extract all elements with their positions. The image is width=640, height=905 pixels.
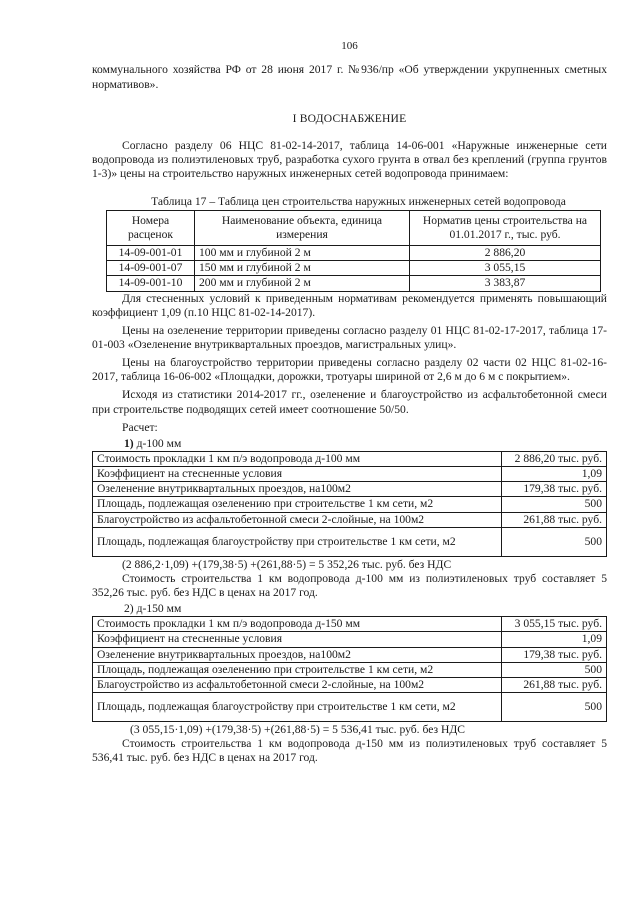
table-row xyxy=(93,677,607,692)
calc-1-number: 1) xyxy=(124,436,134,450)
calc-2-formula: (3 055,15·1,09) +(179,38·5) +(261,88·5) = 5 536,41 тыс. руб. без НДС xyxy=(130,723,465,736)
table-row xyxy=(93,632,607,647)
column-header: Наименование объекта, единица измерения xyxy=(195,211,410,246)
table-row xyxy=(93,527,607,556)
calc-2-label: д-150 мм xyxy=(136,602,182,616)
calc-2-heading xyxy=(124,602,607,616)
object-name: 200 мм и глубиной 2 м xyxy=(195,276,410,291)
paragraph-1: Согласно разделу 06 НЦС 81-02-14-2017, таблица 14-06-001 «Наружные инженерные сети водопровода из полиэтиленовых труб, разработка сухого грунта в отвал без креплений (группа грунтов 1-3)» цены на строительство наружных инженерных сетей водопровода принимаем: xyxy=(92,138,607,181)
table-row xyxy=(93,647,607,662)
calc-item-name: Площадь, подлежащая озеленению при строительстве 1 км сети, м2 xyxy=(93,497,502,512)
table-17 xyxy=(106,210,601,291)
intro-text: коммунального хозяйства РФ от 28 июня 2017 г. №936/пр «Об утверждении укрупненных сметных нормативов». xyxy=(92,63,607,91)
price-value: 2 886,20 xyxy=(410,246,601,261)
table-row xyxy=(93,497,607,512)
calc-1-label: д-100 мм xyxy=(136,436,182,450)
price-value: 3 055,15 xyxy=(410,261,601,276)
page-number: 106 xyxy=(341,40,358,52)
object-name: 150 мм и глубиной 2 м xyxy=(195,261,410,276)
calc-item-name: Площадь, подлежащая благоустройству при строительстве 1 км сети, м2 xyxy=(93,693,502,722)
calc-1-table xyxy=(92,451,607,557)
calc-item-value: 179,38 тыс. руб. xyxy=(502,647,607,662)
calc-item-name: Благоустройство из асфальтобетонной смеси 2-слойные, на 100м2 xyxy=(93,677,502,692)
document-page xyxy=(92,40,607,765)
calc-item-name: Озеленение внутриквартальных проездов, на100м2 xyxy=(93,482,502,497)
table-row xyxy=(93,512,607,527)
calc-item-value: 1,09 xyxy=(502,632,607,647)
calc-2-number: 2) xyxy=(124,602,134,616)
calc-label: Расчет: xyxy=(122,420,158,434)
calc-item-name: Площадь, подлежащая озеленению при строительстве 1 км сети, м2 xyxy=(93,662,502,677)
calc-item-value: 261,88 тыс. руб. xyxy=(502,677,607,692)
calc-item-value: 2 886,20 тыс. руб. xyxy=(502,452,607,467)
rate-code: 14-09-001-10 xyxy=(107,276,195,291)
calc-2-table xyxy=(92,616,607,722)
calc-2-result: Стоимость строительства 1 км водопровода д-150 мм из полиэтиленовых труб составляет 5 536,41 тыс. руб. без НДС в ценах на 2017 год. xyxy=(92,737,607,765)
table-row xyxy=(107,276,601,291)
paragraph-4: Цены на благоустройство территории приведены согласно разделу 02 части 02 НЦС 81-02-16-2017, таблица 16-06-002 «Площадки, дорожки, тротуары шириной от 2,6 м до 6 м с покрытием». xyxy=(92,356,607,384)
calc-item-name: Стоимость прокладки 1 км п/э водопровода д-150 мм xyxy=(93,617,502,632)
calc-item-value: 500 xyxy=(502,527,607,556)
calc-1-result: Стоимость строительства 1 км водопровода д-100 мм из полиэтиленовых труб составляет 5 352,26 тыс. руб. без НДС в ценах на 2017 год. xyxy=(92,571,607,600)
calc-item-value: 179,38 тыс. руб. xyxy=(502,482,607,497)
column-header: Норматив цены строительства на 01.01.2017 г., тыс. руб. xyxy=(410,211,601,246)
section-title: I ВОДОСНАБЖЕНИЕ xyxy=(292,111,407,125)
table-row xyxy=(93,617,607,632)
calc-item-name: Озеленение внутриквартальных проездов, на100м2 xyxy=(93,647,502,662)
table-header-row xyxy=(107,211,601,246)
table-17-caption: Таблица 17 – Таблица цен строительства наружных инженерных сетей водопровода xyxy=(151,195,566,209)
calc-item-name: Коэффициент на стесненные условия xyxy=(93,632,502,647)
price-value: 3 383,87 xyxy=(410,276,601,291)
calc-1-heading xyxy=(124,437,607,451)
table-row xyxy=(93,662,607,677)
calc-item-value: 500 xyxy=(502,662,607,677)
calc-item-name: Благоустройство из асфальтобетонной смеси 2-слойные, на 100м2 xyxy=(93,512,502,527)
table-row xyxy=(107,246,601,261)
calc-item-value: 500 xyxy=(502,693,607,722)
paragraph-2: Для стесненных условий к приведенным нормативам рекомендуется применять повышающий коэффициент 1,09 (п.10 НЦС 81-02-14-2017). xyxy=(92,291,607,319)
calc-1-formula: (2 886,2·1,09) +(179,38·5) +(261,88·5) = 5 352,26 тыс. руб. без НДС xyxy=(122,557,452,571)
calc-item-value: 1,09 xyxy=(502,467,607,482)
table-row xyxy=(93,452,607,467)
table-row xyxy=(93,693,607,722)
paragraph-3: Цены на озеленение территории приведены согласно разделу 01 НЦС 81-02-17-2017, таблица 17-01-003 «Озеленение внутриквартальных проездов, магистральных улиц». xyxy=(92,323,607,352)
column-header: Номера расценок xyxy=(107,211,195,246)
calc-item-value: 261,88 тыс. руб. xyxy=(502,512,607,527)
table-row xyxy=(93,482,607,497)
paragraph-5: Исходя из статистики 2014-2017 гг., озеленение и благоустройство из асфальтобетонной смеси при строительстве подводящих сетей имеет соотношение 50/50. xyxy=(92,388,607,416)
table-row xyxy=(93,467,607,482)
calc-item-value: 500 xyxy=(502,497,607,512)
table-row xyxy=(107,261,601,276)
calc-item-name: Стоимость прокладки 1 км п/э водопровода д-100 мм xyxy=(93,452,502,467)
calc-item-name: Коэффициент на стесненные условия xyxy=(93,467,502,482)
calc-item-name: Площадь, подлежащая благоустройству при строительстве 1 км сети, м2 xyxy=(93,527,502,556)
object-name: 100 мм и глубиной 2 м xyxy=(195,246,410,261)
rate-code: 14-09-001-01 xyxy=(107,246,195,261)
rate-code: 14-09-001-07 xyxy=(107,261,195,276)
calc-item-value: 3 055,15 тыс. руб. xyxy=(502,617,607,632)
